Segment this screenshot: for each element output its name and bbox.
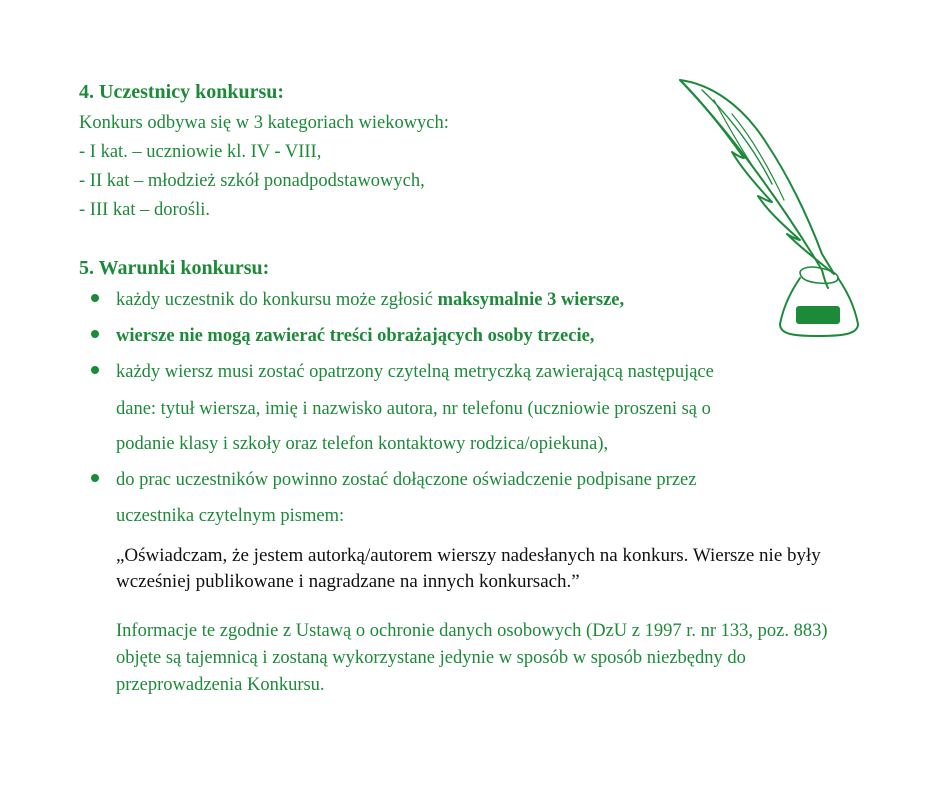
declaration-quote: „Oświadczam, że jestem autorką/autorem wierszy nadesłanych na konkurs. Wiersze nie były wcześniej publikowane i nagradzane na innych konkursach.” (116, 545, 821, 592)
bullet-item-1-bold: maksymalnie 3 wiersze, (437, 290, 625, 310)
quill-inkwell-icon (672, 74, 868, 344)
section-4-heading: 4. Uczestnicy konkursu: (79, 81, 285, 103)
section-4-line-3: - II kat – młodzież szkół ponadpodstawowych, (79, 171, 425, 191)
bullet-item-4-line-1: do prac uczestników powinno zostać dołączone oświadczenie podpisane przez (116, 470, 697, 490)
bullet-icon (91, 330, 99, 338)
section-5-heading: 5. Warunki konkursu: (79, 257, 270, 279)
bullet-icon (91, 366, 99, 374)
bullet-item-1 (116, 288, 624, 312)
bullet-item-4-line-2: uczestnika czytelnym pismem: (116, 506, 345, 526)
section-4-line-2: - I kat. – uczniowie kl. IV - VIII, (79, 142, 322, 162)
bullet-icon (91, 474, 99, 482)
privacy-info: Informacje te zgodnie z Ustawą o ochronie danych osobowych (DzU z 1997 r. nr 133, poz. 883) objęte są tajemnicą i zostaną wykorzystane jedynie w sposób w sposób niezbędny do przeprowadzenia Konkursu. (116, 621, 828, 695)
bullet-item-2 (116, 324, 594, 348)
bullet-item-1-text: każdy uczestnik do konkursu może zgłosić (116, 290, 438, 310)
bullet-icon (91, 294, 99, 302)
section-4-line-1: Konkurs odbywa się w 3 kategoriach wiekowych: (79, 113, 449, 133)
section-4-line-4: - III kat – dorośli. (79, 200, 211, 220)
bullet-item-3-line-1: każdy wiersz musi zostać opatrzony czytelną metryczką zawierającą następujące (116, 362, 714, 382)
bullet-item-3-line-3: podanie klasy i szkoły oraz telefon kontaktowy rodzica/opiekuna), (116, 434, 609, 454)
bullet-item-2-bold: wiersze nie mogą zawierać treści obrażających osoby trzecie, (116, 326, 595, 346)
bullet-item-3-line-2: dane: tytuł wiersza, imię i nazwisko autora, nr telefonu (uczniowie proszeni są o (116, 399, 711, 419)
